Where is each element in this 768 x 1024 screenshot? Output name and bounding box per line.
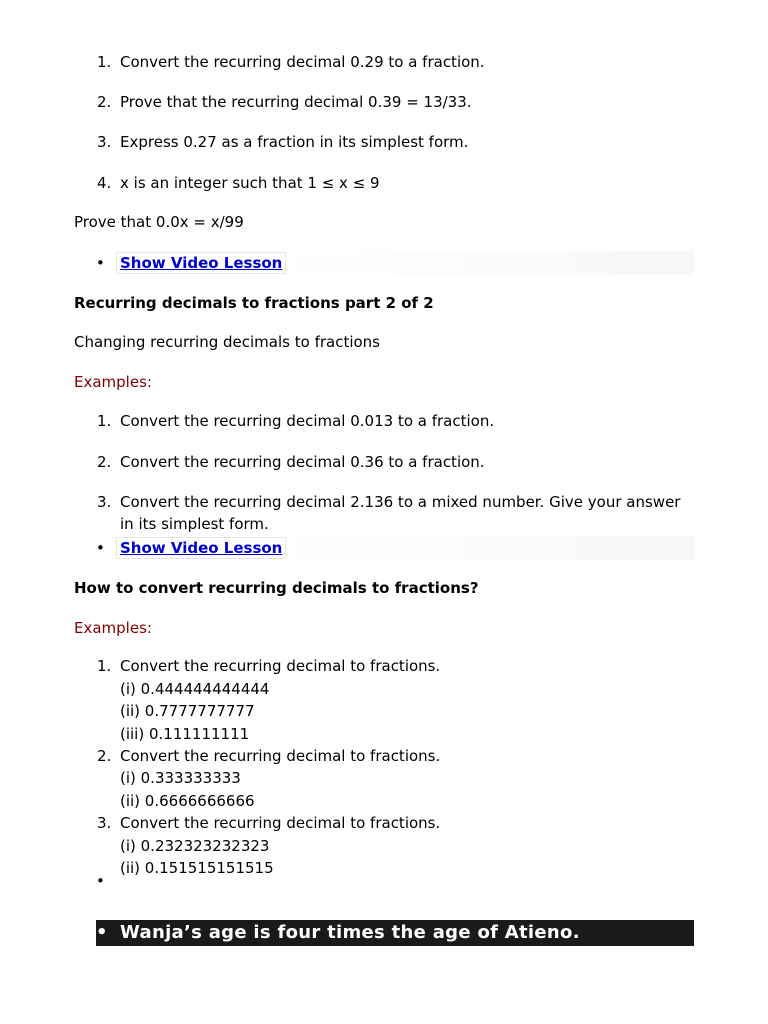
show-video-lesson-link[interactable]: Show Video Lesson	[116, 537, 286, 559]
bullet-icon: •	[96, 254, 105, 272]
section-heading: Recurring decimals to fractions part 2 of 2	[74, 294, 434, 312]
sub-item: (i) 0.444444444444	[120, 680, 270, 698]
sub-item: (ii) 0.151515151515	[120, 859, 274, 877]
bullet-icon: •	[96, 539, 105, 557]
banner-text: Wanja’s age is four times the age of Atieno.	[120, 922, 580, 943]
show-video-lesson-link[interactable]: Show Video Lesson	[116, 252, 286, 274]
bullet-icon: •	[96, 922, 108, 943]
sub-item: (iii) 0.111111111	[120, 725, 250, 743]
examples-label: Examples:	[74, 619, 152, 637]
bullet-icon: •	[96, 872, 105, 890]
video-link-row	[96, 251, 694, 275]
paragraph: Prove that 0.0x = x/99	[74, 213, 244, 231]
section-heading: How to convert recurring decimals to fractions?	[74, 579, 479, 597]
sub-item: (ii) 0.7777777777	[120, 702, 255, 720]
paragraph: Changing recurring decimals to fractions	[74, 333, 380, 351]
sub-item: (i) 0.232323232323	[120, 837, 270, 855]
highlight-banner	[96, 920, 694, 946]
sub-item: (i) 0.333333333	[120, 769, 241, 787]
video-link-row	[96, 536, 694, 560]
sub-item: (ii) 0.6666666666	[120, 792, 255, 810]
examples-label: Examples:	[74, 373, 152, 391]
